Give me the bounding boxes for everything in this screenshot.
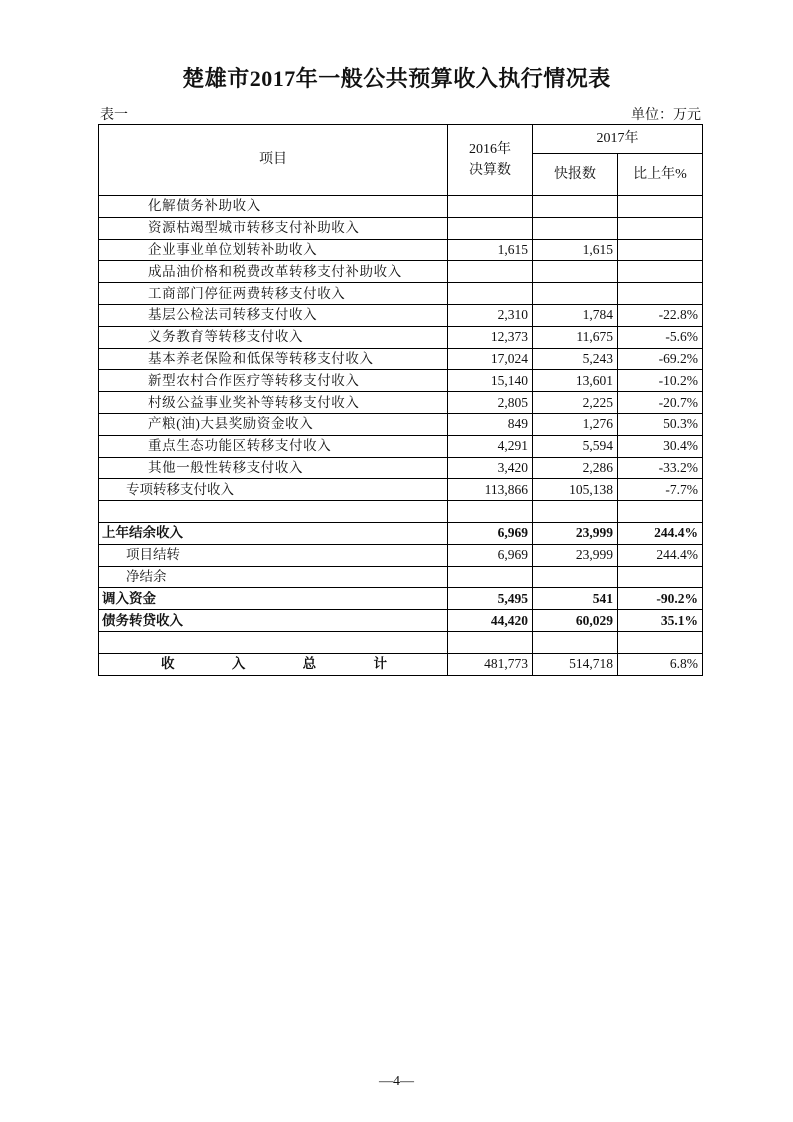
value-2016-cell: 2,310 — [448, 304, 533, 326]
header-change-pct: 比上年% — [618, 154, 703, 196]
unit-label: 单位：万元 — [631, 108, 701, 123]
table-row — [99, 370, 703, 392]
total-change-cell: 6.8% — [618, 653, 703, 675]
change-cell — [618, 196, 703, 218]
value-2016-cell: 6,969 — [448, 522, 533, 544]
item-cell: 成品油价格和税费改革转移支付补助收入 — [99, 261, 448, 283]
header-2016-final — [448, 125, 533, 196]
change-cell: 30.4% — [618, 435, 703, 457]
change-cell: 35.1% — [618, 610, 703, 632]
item-cell: 新型农村合作医疗等转移支付收入 — [99, 370, 448, 392]
total-label — [99, 654, 447, 674]
table-row — [99, 304, 703, 326]
item-cell: 债务转贷收入 — [99, 610, 448, 632]
total-2017-cell: 514,718 — [533, 653, 618, 675]
item-cell: 企业事业单位划转补助收入 — [99, 239, 448, 261]
value-2017-cell: 5,594 — [533, 435, 618, 457]
value-2016-cell: 12,373 — [448, 326, 533, 348]
table-row — [99, 326, 703, 348]
item-cell: 义务教育等转移支付收入 — [99, 326, 448, 348]
value-2016-cell: 5,495 — [448, 588, 533, 610]
value-2017-cell: 105,138 — [533, 479, 618, 501]
value-2017-cell: 541 — [533, 588, 618, 610]
item-cell: 村级公益事业奖补等转移支付收入 — [99, 392, 448, 414]
table-row — [99, 196, 703, 218]
table-row — [99, 457, 703, 479]
value-2017-cell — [533, 217, 618, 239]
item-cell: 工商部门停征两费转移支付收入 — [99, 283, 448, 305]
change-cell — [618, 261, 703, 283]
header-2016-year: 2016年 — [469, 142, 511, 157]
value-2016-cell — [448, 283, 533, 305]
total-label-char: 收 — [161, 656, 175, 672]
change-cell: -10.2% — [618, 370, 703, 392]
value-2017-cell: 2,286 — [533, 457, 618, 479]
change-cell: -5.6% — [618, 326, 703, 348]
value-2016-cell: 1,615 — [448, 239, 533, 261]
change-cell: -90.2% — [618, 588, 703, 610]
total-row — [99, 653, 703, 675]
table-row — [99, 392, 703, 414]
header-quick-report: 快报数 — [533, 154, 618, 196]
total-label-cell — [99, 653, 448, 675]
table-row — [99, 610, 703, 632]
change-cell — [618, 283, 703, 305]
value-2017-cell — [533, 283, 618, 305]
empty-cell — [99, 631, 448, 653]
value-2016-cell: 3,420 — [448, 457, 533, 479]
value-2016-cell: 2,805 — [448, 392, 533, 414]
table-row — [99, 217, 703, 239]
change-cell: -7.7% — [618, 479, 703, 501]
value-2017-cell: 2,225 — [533, 392, 618, 414]
header-2016-name: 决算数 — [469, 163, 511, 178]
empty-row — [99, 501, 703, 523]
table-row — [99, 413, 703, 435]
empty-cell — [448, 501, 533, 523]
value-2017-cell: 13,601 — [533, 370, 618, 392]
table-label: 表一 — [100, 108, 128, 123]
change-cell: 244.4% — [618, 544, 703, 566]
item-cell: 净结余 — [99, 566, 448, 588]
change-cell: 244.4% — [618, 522, 703, 544]
value-2017-cell — [533, 196, 618, 218]
document-title: 楚雄市2017年一般公共预算收入执行情况表 — [182, 66, 611, 91]
value-2016-cell — [448, 196, 533, 218]
item-cell: 专项转移支付收入 — [99, 479, 448, 501]
total-label-char: 计 — [373, 656, 387, 672]
value-2017-cell — [533, 566, 618, 588]
value-2016-cell: 6,969 — [448, 544, 533, 566]
table-header-row — [99, 125, 703, 154]
table-row — [99, 239, 703, 261]
table-row — [99, 479, 703, 501]
change-cell: -69.2% — [618, 348, 703, 370]
value-2016-cell: 17,024 — [448, 348, 533, 370]
table-row — [99, 283, 703, 305]
empty-cell — [533, 501, 618, 523]
empty-cell — [618, 501, 703, 523]
item-cell: 资源枯竭型城市转移支付补助收入 — [99, 217, 448, 239]
item-cell: 化解债务补助收入 — [99, 196, 448, 218]
item-cell: 上年结余收入 — [99, 522, 448, 544]
value-2016-cell: 15,140 — [448, 370, 533, 392]
change-cell — [618, 566, 703, 588]
item-cell: 基层公检法司转移支付收入 — [99, 304, 448, 326]
item-cell: 产粮(油)大县奖励资金收入 — [99, 413, 448, 435]
value-2017-cell: 60,029 — [533, 610, 618, 632]
total-2016-cell: 481,773 — [448, 653, 533, 675]
item-cell: 项目结转 — [99, 544, 448, 566]
value-2016-cell: 4,291 — [448, 435, 533, 457]
change-cell — [618, 217, 703, 239]
value-2016-cell — [448, 566, 533, 588]
item-cell: 基本养老保险和低保等转移支付收入 — [99, 348, 448, 370]
value-2017-cell: 5,243 — [533, 348, 618, 370]
page-number: —4— — [379, 1074, 414, 1089]
empty-cell — [618, 631, 703, 653]
value-2017-cell: 1,784 — [533, 304, 618, 326]
value-2017-cell: 1,276 — [533, 413, 618, 435]
header-item: 项目 — [99, 125, 448, 196]
change-cell: -22.8% — [618, 304, 703, 326]
value-2016-cell: 849 — [448, 413, 533, 435]
empty-cell — [533, 631, 618, 653]
item-cell: 调入资金 — [99, 588, 448, 610]
value-2017-cell — [533, 261, 618, 283]
value-2017-cell: 1,615 — [533, 239, 618, 261]
budget-revenue-table — [98, 124, 703, 676]
total-label-char: 入 — [231, 656, 246, 672]
value-2017-cell: 11,675 — [533, 326, 618, 348]
value-2016-cell: 44,420 — [448, 610, 533, 632]
change-cell — [618, 239, 703, 261]
change-cell: 50.3% — [618, 413, 703, 435]
value-2016-cell: 113,866 — [448, 479, 533, 501]
value-2016-cell — [448, 217, 533, 239]
table-row — [99, 261, 703, 283]
value-2016-cell — [448, 261, 533, 283]
empty-cell — [448, 631, 533, 653]
header-2017-year: 2017年 — [533, 125, 703, 154]
change-cell: -33.2% — [618, 457, 703, 479]
value-2017-cell: 23,999 — [533, 544, 618, 566]
value-2017-cell: 23,999 — [533, 522, 618, 544]
item-cell: 重点生态功能区转移支付收入 — [99, 435, 448, 457]
table-row — [99, 348, 703, 370]
table-row — [99, 522, 703, 544]
empty-cell — [99, 501, 448, 523]
total-label-char: 总 — [302, 656, 317, 672]
table-row — [99, 544, 703, 566]
change-cell: -20.7% — [618, 392, 703, 414]
table-row — [99, 588, 703, 610]
item-cell: 其他一般性转移支付收入 — [99, 457, 448, 479]
table-row — [99, 435, 703, 457]
empty-row — [99, 631, 703, 653]
table-row — [99, 566, 703, 588]
